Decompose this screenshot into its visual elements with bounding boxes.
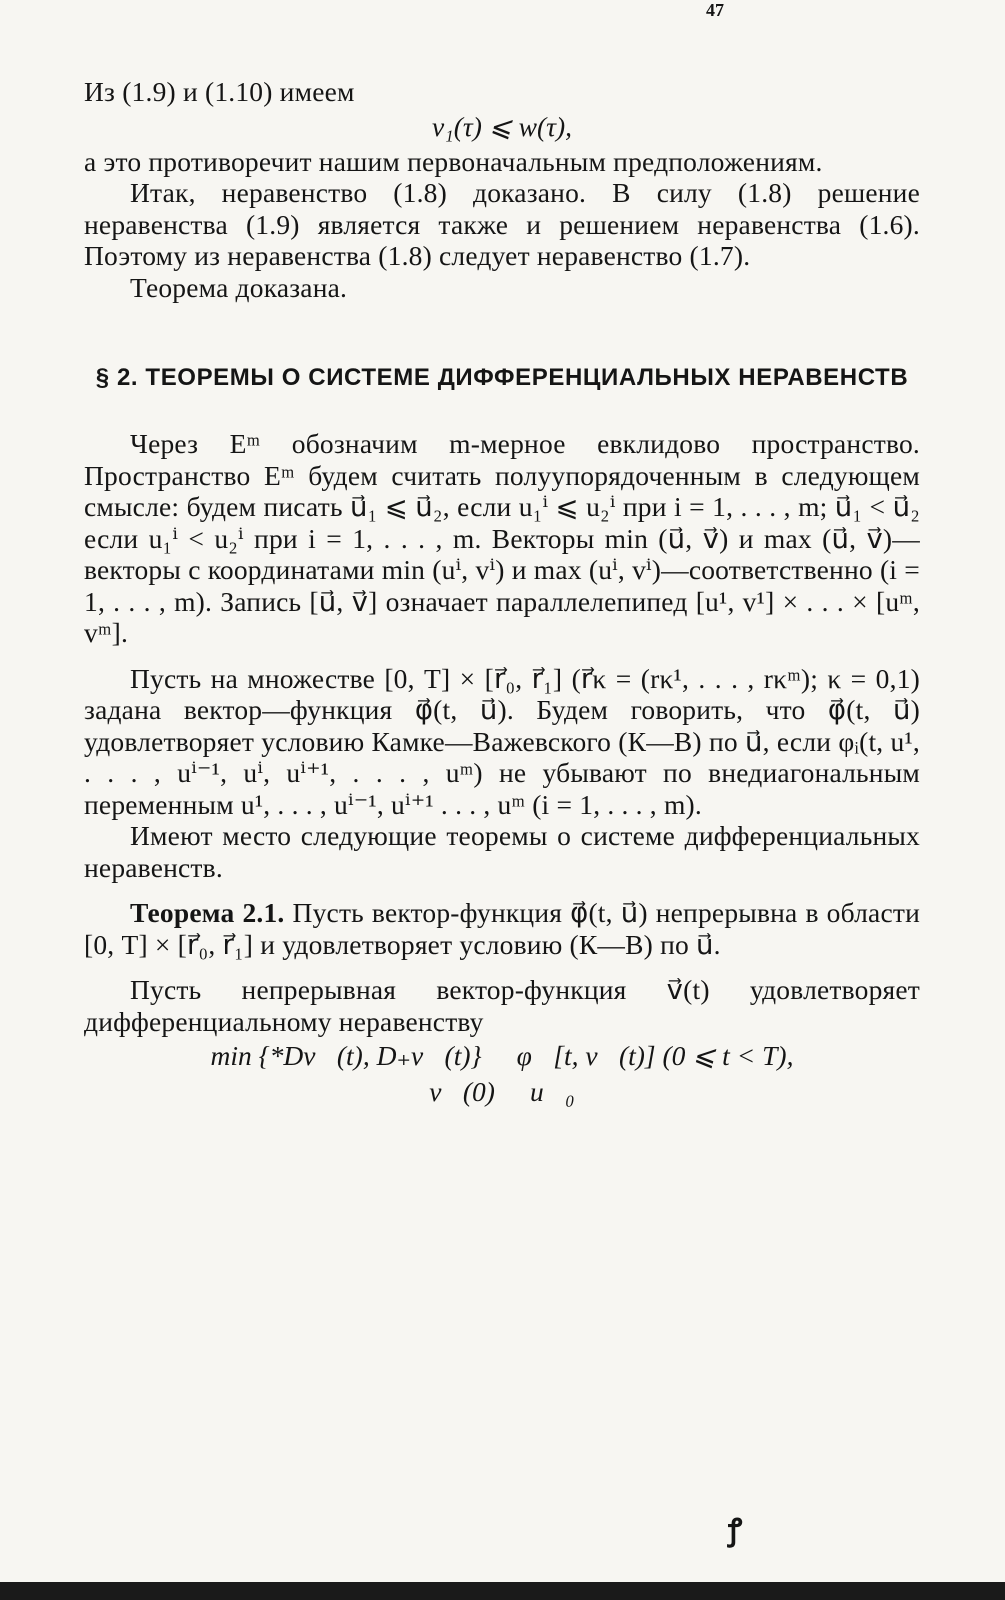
theorem-paragraph	[84, 897, 920, 960]
paragraph-9: Пусть непрерывная вектор-функция v⃗(t) удовлетворяет дифференциальному неравенству	[84, 974, 920, 1037]
paragraph-2: а это противоречит нашим первоначальным предположениям.	[84, 145, 823, 177]
bottom-border	[0, 1582, 1005, 1600]
paragraph-4: Теорема доказана.	[130, 271, 348, 303]
formula-1: v₁(τ) ⩽ w(τ),	[431, 110, 573, 142]
paragraph-7: Имеют место следующие теоремы о системе дифференциальных неравенств.	[84, 820, 920, 883]
paragraph-3: Итак, неравенство (1.8) доказано. В силу (1.8) решение неравенства (1.9) является также и решением неравенства (1.6). Поэтому из неравенства (1.8) следует неравенство (1.7).	[84, 177, 920, 271]
theorem-text: Пусть вектор-функция φ⃗(t, u⃗) непрерывна в области [0, T] × [r⃗₀, r⃗₁] и удовлетворяет условию (К—В) по u⃗.	[84, 897, 920, 960]
scan-mark: ꝭ	[728, 1514, 743, 1547]
page-body	[84, 76, 920, 1111]
formula-3: v⃗(0) ⩽ u⃗₀	[429, 1076, 575, 1107]
formula-2: min {*Dv⃗(t), D₊v⃗(t)} ⩽ φ⃗[t, v⃗(t)] (0 ⩽ t < T),	[210, 1040, 794, 1071]
theorem-label: Теорема 2.1.	[130, 897, 285, 928]
section-heading: § 2. ТЕОРЕМЫ О СИСТЕМЕ ДИФФЕРЕНЦИАЛЬНЫХ НЕРАВЕНСТВ	[95, 364, 909, 391]
paragraph-5: Через Eᵐ обозначим m-мерное евклидово пространство. Пространство Eᵐ будем считать полуупорядоченным в следующем смысле: будем писать u⃗₁ ⩽ u⃗₂, если u₁ⁱ ⩽ u₂ⁱ при i = 1, . . . , m; u⃗₁ < u⃗₂ если u₁ⁱ < u₂ⁱ при i = 1, . . . , m. Векторы min (u⃗, v⃗) и max (u⃗, v⃗)—векторы с координатами min (uⁱ, vⁱ) и max (uⁱ, vⁱ)—соответственно (i = 1, . . . , m). Запись [u⃗, v⃗] означает параллелепипед [u¹, v¹] × . . . × [uᵐ, vᵐ].	[84, 428, 920, 648]
paragraph-6: Пусть на множестве [0, T] × [r⃗₀, r⃗₁] (r⃗κ = (rκ¹, . . . , rκᵐ); κ = 0,1) задана вектор—функция φ⃗(t, u⃗). Будем говорить, что φ⃗(t, u⃗) удовлетворяет условию Камке—Важевского (К—В) по u⃗, если φᵢ(t, u¹, . . . , uⁱ⁻¹, uⁱ, uⁱ⁺¹, . . . , uᵐ) не убывают по внедиагональным переменным u¹, . . . , uⁱ⁻¹, uⁱ⁺¹ . . . , uᵐ (i = 1, . . . , m).	[84, 662, 920, 820]
paragraph-1: Из (1.9) и (1.10) имеем	[84, 76, 355, 107]
page-number: 47	[706, 0, 724, 20]
